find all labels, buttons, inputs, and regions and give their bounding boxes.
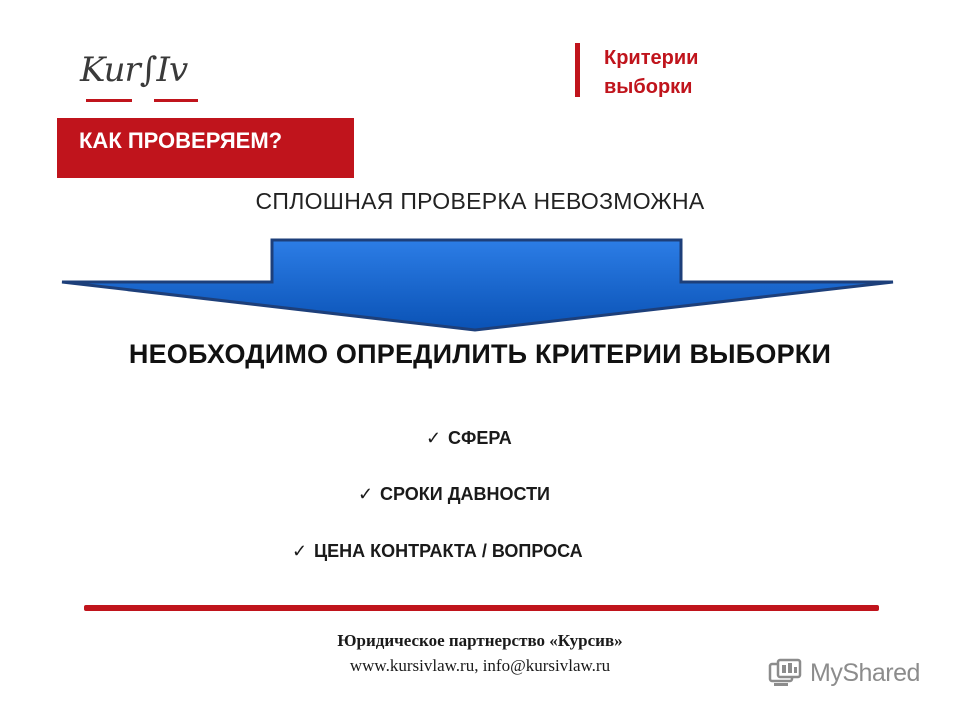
headline: НЕОБХОДИМО ОПРЕДИЛИТЬ КРИТЕРИИ ВЫБОРКИ [128, 339, 832, 369]
header-vertical-divider [575, 43, 580, 97]
criterion-label: ЦЕНА КОНТРАКТА / ВОПРОСА [314, 541, 583, 561]
myshared-watermark [768, 657, 920, 689]
subtitle: СПЛОШНАЯ ПРОВЕРКА НЕВОЗМОЖНА [255, 188, 705, 214]
arrow-shape [62, 240, 893, 330]
check-icon: ✓ [292, 541, 308, 561]
myshared-logo-icon [768, 658, 804, 688]
footer-divider [84, 605, 879, 611]
criterion-item-contract-price [292, 541, 583, 562]
check-icon: ✓ [426, 428, 442, 448]
check-icon: ✓ [358, 484, 374, 504]
logo-text: Kur∫Iv [80, 50, 188, 90]
question-banner [57, 118, 354, 178]
logo-underline-right [154, 99, 198, 102]
criterion-item-limitation-period [358, 484, 550, 505]
criterion-label: СРОКИ ДАВНОСТИ [380, 484, 550, 504]
down-arrow-icon [0, 230, 960, 340]
footer-contacts[interactable]: www.kursivlaw.ru, info@kursivlaw.ru [349, 656, 611, 675]
kursiv-logo [80, 50, 204, 108]
banner-text: КАК ПРОВЕРЯЕМ? [79, 128, 283, 153]
section-title-line2: выборки [604, 76, 693, 98]
logo-underline-left [86, 99, 132, 102]
criterion-item-sphere [426, 428, 512, 449]
watermark-text: MyShared [810, 658, 920, 687]
section-title-line1: Критерии [604, 47, 699, 69]
section-title [604, 44, 804, 102]
criterion-label: СФЕРА [448, 428, 512, 448]
footer-organization: Юридическое партнерство «Курсив» [337, 631, 623, 650]
